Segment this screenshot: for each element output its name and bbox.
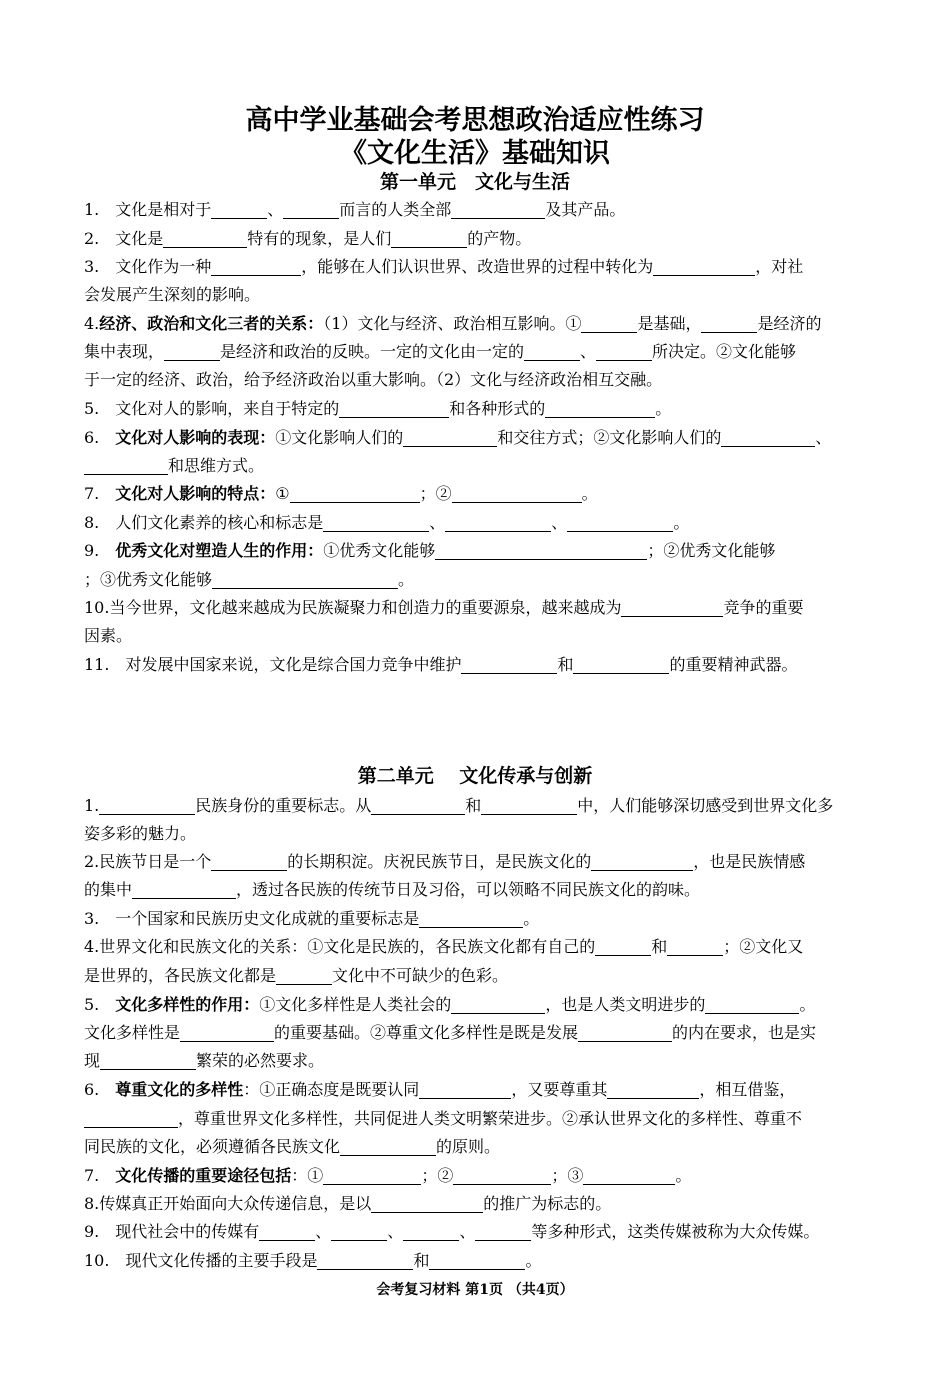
answer-blank[interactable] — [84, 454, 168, 475]
answer-blank[interactable] — [461, 653, 557, 674]
unit2-q8: 8.传媒真正开始面向大众传递信息，是以 的推广为标志的。 — [84, 1194, 612, 1213]
answer-blank[interactable] — [595, 935, 651, 956]
answer-blank[interactable] — [211, 198, 267, 219]
unit2-q1-cont: 姿多彩的魅力。 — [84, 824, 197, 843]
unit2-heading: 第二单元 文化传承与创新 — [357, 765, 593, 787]
answer-blank[interactable] — [701, 312, 757, 333]
answer-blank[interactable] — [451, 993, 545, 1014]
unit2-q6-cont: ，尊重世界文化多样性，共同促进人类文明繁荣进步。②承认世界文化的多样性、尊重不 — [84, 1105, 924, 1133]
answer-blank[interactable] — [340, 1135, 436, 1156]
answer-blank[interactable] — [290, 482, 420, 503]
unit2-q1: 1. 民族身份的重要标志。从 和 中，人们能够深切感受到世界文化多 — [84, 796, 834, 815]
answer-blank[interactable] — [164, 340, 220, 361]
unit2-q2: 2.民族节日是一个 的长期积淀。庆祝民族节日，是民族文化的 ，也是民族情感 — [84, 852, 806, 871]
document-subtitle: 《文化生活》基础知识 — [340, 138, 610, 169]
document-title: 高中学业基础会考思想政治适应性练习 — [245, 105, 705, 136]
answer-blank[interactable] — [596, 340, 652, 361]
answer-blank[interactable] — [180, 1021, 274, 1042]
answer-blank[interactable] — [84, 1107, 178, 1128]
answer-blank[interactable] — [573, 653, 669, 674]
answer-blank[interactable] — [211, 255, 301, 276]
answer-blank[interactable] — [391, 227, 467, 248]
unit2-q5-cont2: 现 繁荣的必然要求。 — [84, 1051, 325, 1070]
answer-blank[interactable] — [323, 1164, 421, 1185]
unit2-q3: 3. 一个国家和民族历史文化成就的重要标志是 。 — [84, 909, 540, 928]
answer-blank[interactable] — [419, 1078, 511, 1099]
answer-blank[interactable] — [721, 426, 815, 447]
unit1-q3-cont: 会发展产生深刻的影响。 — [84, 285, 261, 304]
answer-blank[interactable] — [163, 227, 247, 248]
unit2-q4-cont: 是世界的，各民族文化都是 文化中不可缺少的色彩。 — [84, 966, 509, 985]
answer-blank[interactable] — [323, 511, 429, 532]
page-footer: 会考复习材料 第1页 （共4页） — [376, 1282, 574, 1298]
answer-blank[interactable] — [435, 539, 647, 560]
unit2-q5: 5. 文化多样性的作用：①文化多样性是人类社会的 ，也是人类文明进步的 。 — [84, 995, 816, 1014]
unit2-q6-cont2: 同民族的文化，必须遵循各民族文化 的原则。 — [84, 1137, 501, 1156]
answer-blank[interactable] — [259, 1220, 315, 1241]
unit1-q10-cont: 因素。 — [84, 626, 133, 645]
answer-blank[interactable] — [452, 482, 582, 503]
unit2-q5-cont: 文化多样性是 的重要基础。②尊重文化多样性是既是发展 的内在要求，也是实 — [84, 1023, 817, 1042]
unit2-q10: 10. 现代文化传播的主要手段是 和 。 — [84, 1251, 542, 1270]
unit1-q6: 6. 文化对人影响的表现：①文化影响人们的 和交往方式；②文化影响人们的 、 — [84, 428, 832, 447]
answer-blank[interactable] — [591, 850, 693, 871]
unit1-q4-cont2: 于一定的经济、政治，给予经济政治以重大影响。（2）文化与经济政治相互交融。 — [84, 370, 663, 389]
answer-blank[interactable] — [581, 312, 637, 333]
unit1-q11: 11. 对发展中国家来说，文化是综合国力竞争中维护 和 的重要精神武器。 — [84, 655, 798, 674]
answer-blank[interactable] — [339, 397, 449, 418]
unit2-q4: 4.世界文化和民族文化的关系：①文化是民族的，各民族文化都有自己的 和 ；②文化又 — [84, 937, 804, 956]
answer-blank[interactable] — [653, 255, 755, 276]
answer-blank[interactable] — [567, 511, 673, 532]
unit2-q6: 6. 尊重文化的多样性：①正确态度是既要认同 ，又要尊重其 ，相互借鉴， — [84, 1080, 796, 1099]
unit1-q10: 10.当今世界，文化越来越成为民族凝聚力和创造力的重要源泉，越来越成为 竞争的重要 — [84, 598, 804, 617]
answer-blank[interactable] — [451, 198, 545, 219]
unit1-q9-cont: ；③优秀文化能够 。 — [84, 570, 415, 589]
answer-blank[interactable] — [132, 878, 236, 899]
answer-blank[interactable] — [475, 1220, 531, 1241]
answer-blank[interactable] — [583, 1164, 675, 1185]
unit2-q9: 9. 现代社会中的传媒有 、 、 、 等多种形式，这类传媒被称为大众传媒。 — [84, 1222, 820, 1241]
unit1-q5: 5. 文化对人的影响，来自于特定的 和各种形式的 。 — [84, 399, 672, 418]
answer-blank[interactable] — [317, 1249, 413, 1270]
answer-blank[interactable] — [445, 511, 551, 532]
answer-blank[interactable] — [607, 1078, 699, 1099]
answer-blank[interactable] — [403, 426, 497, 447]
unit1-q1: 1. 文化是相对于 、 而言的人类全部 及其产品。 — [84, 200, 626, 219]
unit1-heading: 第一单元 文化与生活 — [379, 171, 570, 193]
answer-blank[interactable] — [371, 794, 465, 815]
answer-blank[interactable] — [403, 1220, 459, 1241]
answer-blank[interactable] — [524, 340, 580, 361]
answer-blank[interactable] — [545, 397, 655, 418]
answer-blank[interactable] — [621, 596, 723, 617]
unit1-q4: 4.经济、政治和文化三者的关系：（1）文化与经济、政治相互影响。① 是基础， 是经济的 — [84, 314, 822, 333]
unit1-q4-cont: 集中表现， 是经济和政治的反映。一定的文化由一定的 、 所决定。②文化能够 — [84, 342, 797, 361]
answer-blank[interactable] — [578, 1021, 672, 1042]
answer-blank[interactable] — [453, 1164, 551, 1185]
answer-blank[interactable] — [276, 964, 332, 985]
unit1-q7: 7. 文化对人影响的特点：① ；② 。 — [84, 484, 598, 503]
unit2-q7: 7. 文化传播的重要途径包括：① ；② ；③ 。 — [84, 1166, 692, 1185]
answer-blank[interactable] — [211, 850, 287, 871]
unit1-q8: 8. 人们文化素养的核心和标志是 、 、 。 — [84, 513, 690, 532]
unit2-q2-cont: 的集中 ，透过各民族的传统节日及习俗，可以领略不同民族文化的韵味。 — [84, 880, 701, 899]
unit1-q9: 9. 优秀文化对塑造人生的作用：①优秀文化能够 ；②优秀文化能够 — [84, 541, 776, 560]
answer-blank[interactable] — [429, 1249, 525, 1270]
answer-blank[interactable] — [705, 993, 799, 1014]
answer-blank[interactable] — [100, 1049, 196, 1070]
answer-blank[interactable] — [331, 1220, 387, 1241]
answer-blank[interactable] — [419, 907, 523, 928]
unit1-q3: 3. 文化作为一种 ，能够在人们认识世界、改造世界的过程中转化为 ，对社 — [84, 257, 804, 276]
answer-blank[interactable] — [481, 794, 577, 815]
answer-blank[interactable] — [212, 568, 398, 589]
answer-blank[interactable] — [371, 1192, 483, 1213]
unit1-q6-cont: 和思维方式。 — [84, 452, 924, 480]
answer-blank[interactable] — [667, 935, 723, 956]
unit1-q2: 2. 文化是 特有的现象，是人们 的产物。 — [84, 229, 532, 248]
answer-blank[interactable] — [283, 198, 339, 219]
answer-blank[interactable] — [99, 794, 195, 815]
